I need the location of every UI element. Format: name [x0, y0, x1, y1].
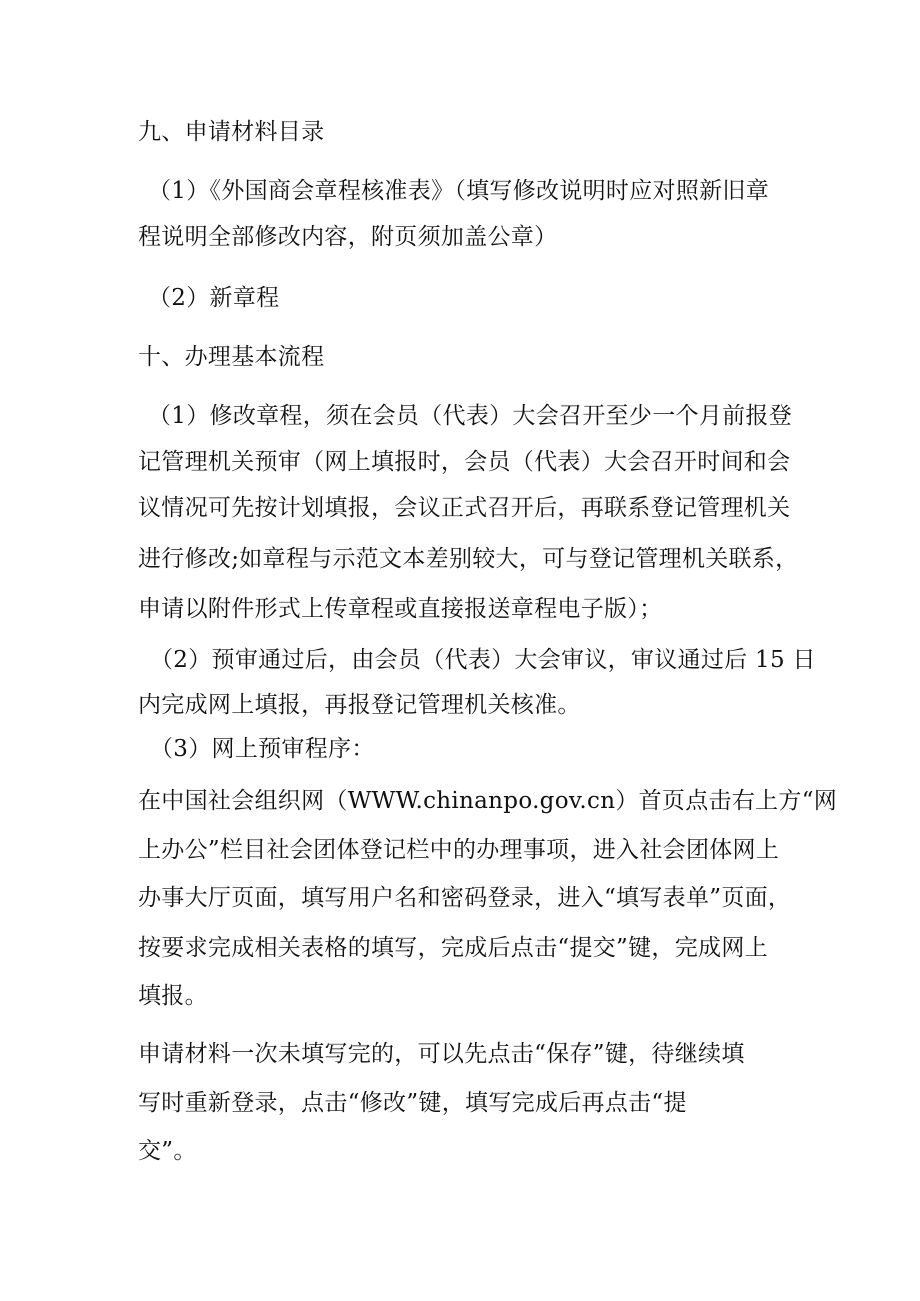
process-step-1-line-2: 记管理机关预审（网上填报时，会员（代表）大会召开时间和会 — [138, 449, 791, 475]
online-procedure-line-3: 办事大厅页面，填写用户名和密码登录，进入“填写表单”页面， — [138, 885, 792, 911]
process-step-1-line-1: （1）修改章程，须在会员（代表）大会召开至少一个月前报登 — [148, 403, 793, 429]
material-item-1-line-1: （1）《外国商会章程核准表》（填写修改说明时应对照新旧章 — [148, 178, 770, 204]
process-step-2-line-2: 内完成网上填报，再报登记管理机关核准。 — [138, 692, 581, 718]
process-step-1-line-4: 进行修改;如章程与示范文本差别较大，可与登记管理机关联系， — [138, 546, 799, 572]
process-step-2-line-1: （2）预审通过后，由会员（代表）大会审议，审议通过后 15 日 — [150, 647, 816, 673]
material-item-2: （2）新章程 — [148, 285, 280, 311]
online-procedure-line-5: 填报。 — [138, 983, 208, 1009]
section-9-heading: 九、申请材料目录 — [138, 119, 325, 145]
save-note-line-2: 写时重新登录，点击“修改”键，填写完成后再点击“提 — [138, 1090, 687, 1116]
material-item-1-line-2: 程说明全部修改内容，附页须加盖公章） — [138, 224, 558, 250]
section-10-heading: 十、办理基本流程 — [138, 344, 325, 370]
save-note-line-1: 申请材料一次未填写完的，可以先点击“保存”键，待继续填 — [138, 1041, 745, 1067]
online-procedure-line-2: 上办公”栏目社会团体登记栏中的办理事项，进入社会团体网上 — [138, 837, 780, 863]
save-note-line-3: 交”。 — [138, 1138, 197, 1164]
process-step-1-line-5: 申请以附件形式上传章程或直接报送章程电子版）； — [138, 596, 663, 622]
online-procedure-line-4: 按要求完成相关表格的填写，完成后点击“提交”键，完成网上 — [138, 935, 768, 961]
process-step-3-heading: （3）网上预审程序： — [150, 736, 375, 762]
online-procedure-line-1: 在中国社会组织网（WWW.chinanpo.gov.cn）首页点击右上方“网 — [138, 788, 838, 814]
process-step-1-line-3: 议情况可先按计划填报，会议正式召开后，再联系登记管理机关 — [138, 495, 791, 521]
